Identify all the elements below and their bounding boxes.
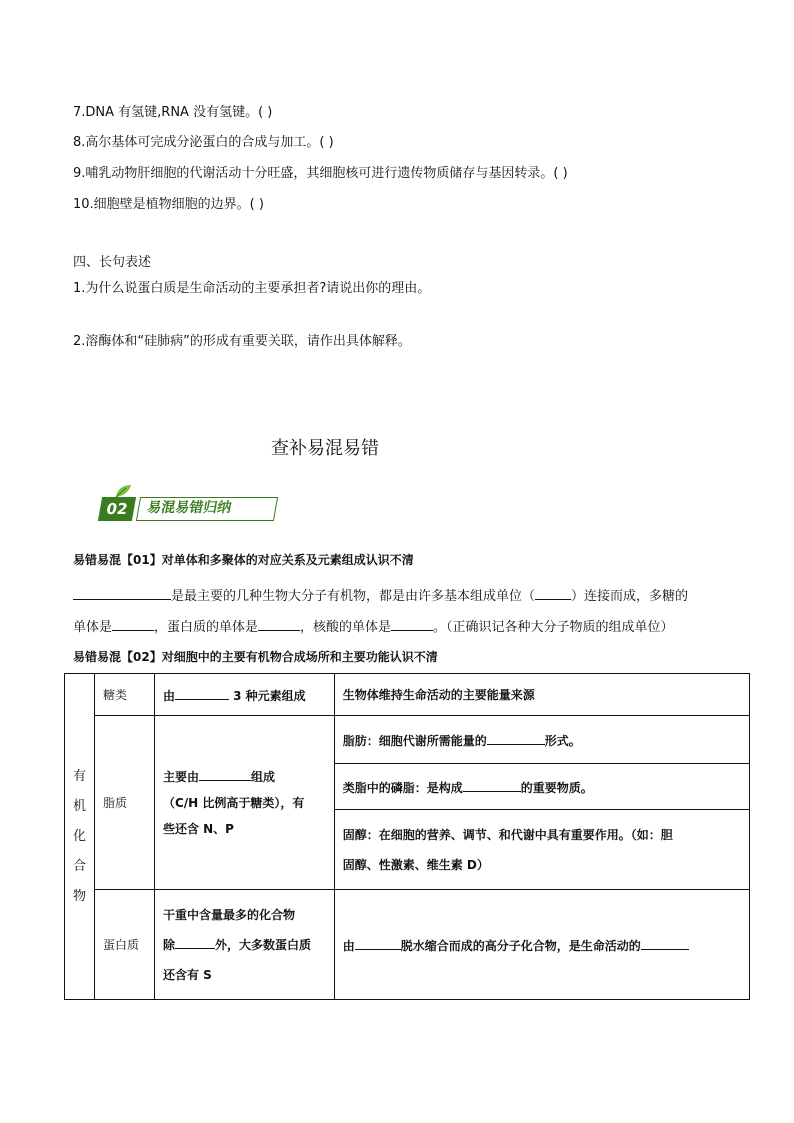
banner-label: 易混易错归纳 [136,497,278,521]
function-fat-2: 类脂中的磷脂：是构成 的重要物质。 [334,764,749,810]
judge-item-8: 8.高尔基体可完成分泌蛋白的合成与加工。( ) [73,135,334,150]
answer-blank[interactable] [641,935,689,950]
category-cell: 有 机 化 合 物 [65,674,95,1000]
answer-blank[interactable] [175,685,229,700]
answer-blank[interactable] [175,934,215,949]
error-01-paragraph-line2: 单体是 ，蛋白质的单体是 ，核酸的单体是 。（正确识记各种大分子物质的组成单位） [73,616,733,638]
error-heading-02: 易错易混【02】对细胞中的主要有机物合成场所和主要功能认识不清 [73,650,438,664]
judge-item-7: 7.DNA 有氢键,RNA 没有氢键。( ) [73,105,273,120]
composition-sugar: 由 3 种元素组成 [154,674,334,716]
function-fat-1: 脂肪：细胞代谢所需能量的 形式。 [334,716,749,764]
answer-blank[interactable] [463,777,521,792]
page-title: 查补易混易错 [271,438,379,459]
function-protein: 由 脱水缩合而成的高分子化合物，是生命活动的 [334,890,749,1000]
answer-blank[interactable] [391,616,433,631]
long-answer-question-2: 2.溶酶体和“硅肺病”的形成有重要关联，请作出具体解释。 [73,334,411,349]
function-fat-3: 固醇：在细胞的营养、调节、和代谢中具有重要作用。（如：胆 固醇、性激素、维生素 D） [334,810,749,890]
error-heading-01: 易错易混【01】对单体和多聚体的对应关系及元素组成认识不清 [73,553,414,567]
table-row [65,674,750,716]
row-label-protein: 蛋白质 [95,890,155,1000]
composition-fat: 主要由 组成 （C/H 比例高于糖类），有 些还含 N、P [154,716,334,890]
answer-blank[interactable] [73,585,171,600]
answer-blank[interactable] [535,585,571,600]
answer-blank[interactable] [199,766,251,781]
table-row [65,716,750,764]
row-label-sugar: 糖类 [95,674,155,716]
composition-protein: 干重中含量最多的化合物 除 外，大多数蛋白质 还含有 S [154,890,334,1000]
section-title: 四、长句表述 [73,255,152,270]
leaf-icon [114,484,132,498]
section-banner [88,484,288,524]
banner-number: 02 [98,497,136,521]
answer-blank[interactable] [112,616,154,631]
row-label-fat: 脂质 [95,716,155,890]
judge-item-10: 10.细胞壁是植物细胞的边界。( ) [73,197,264,212]
answer-blank[interactable] [258,616,300,631]
organic-compounds-table [64,673,750,1000]
long-answer-question-1: 1.为什么说蛋白质是生命活动的主要承担者?请说出你的理由。 [73,281,431,296]
answer-blank[interactable] [355,935,401,950]
judge-item-9: 9.哺乳动物肝细胞的代谢活动十分旺盛，其细胞核可进行遗传物质储存与基因转录。( ) [73,166,568,181]
error-01-paragraph: 是最主要的几种生物大分子有机物，都是由许多基本组成单位（ ）连接而成，多糖的 [73,585,733,607]
answer-blank[interactable] [487,730,545,745]
function-sugar: 生物体维持生命活动的主要能量来源 [334,674,749,716]
table-row [65,890,750,1000]
